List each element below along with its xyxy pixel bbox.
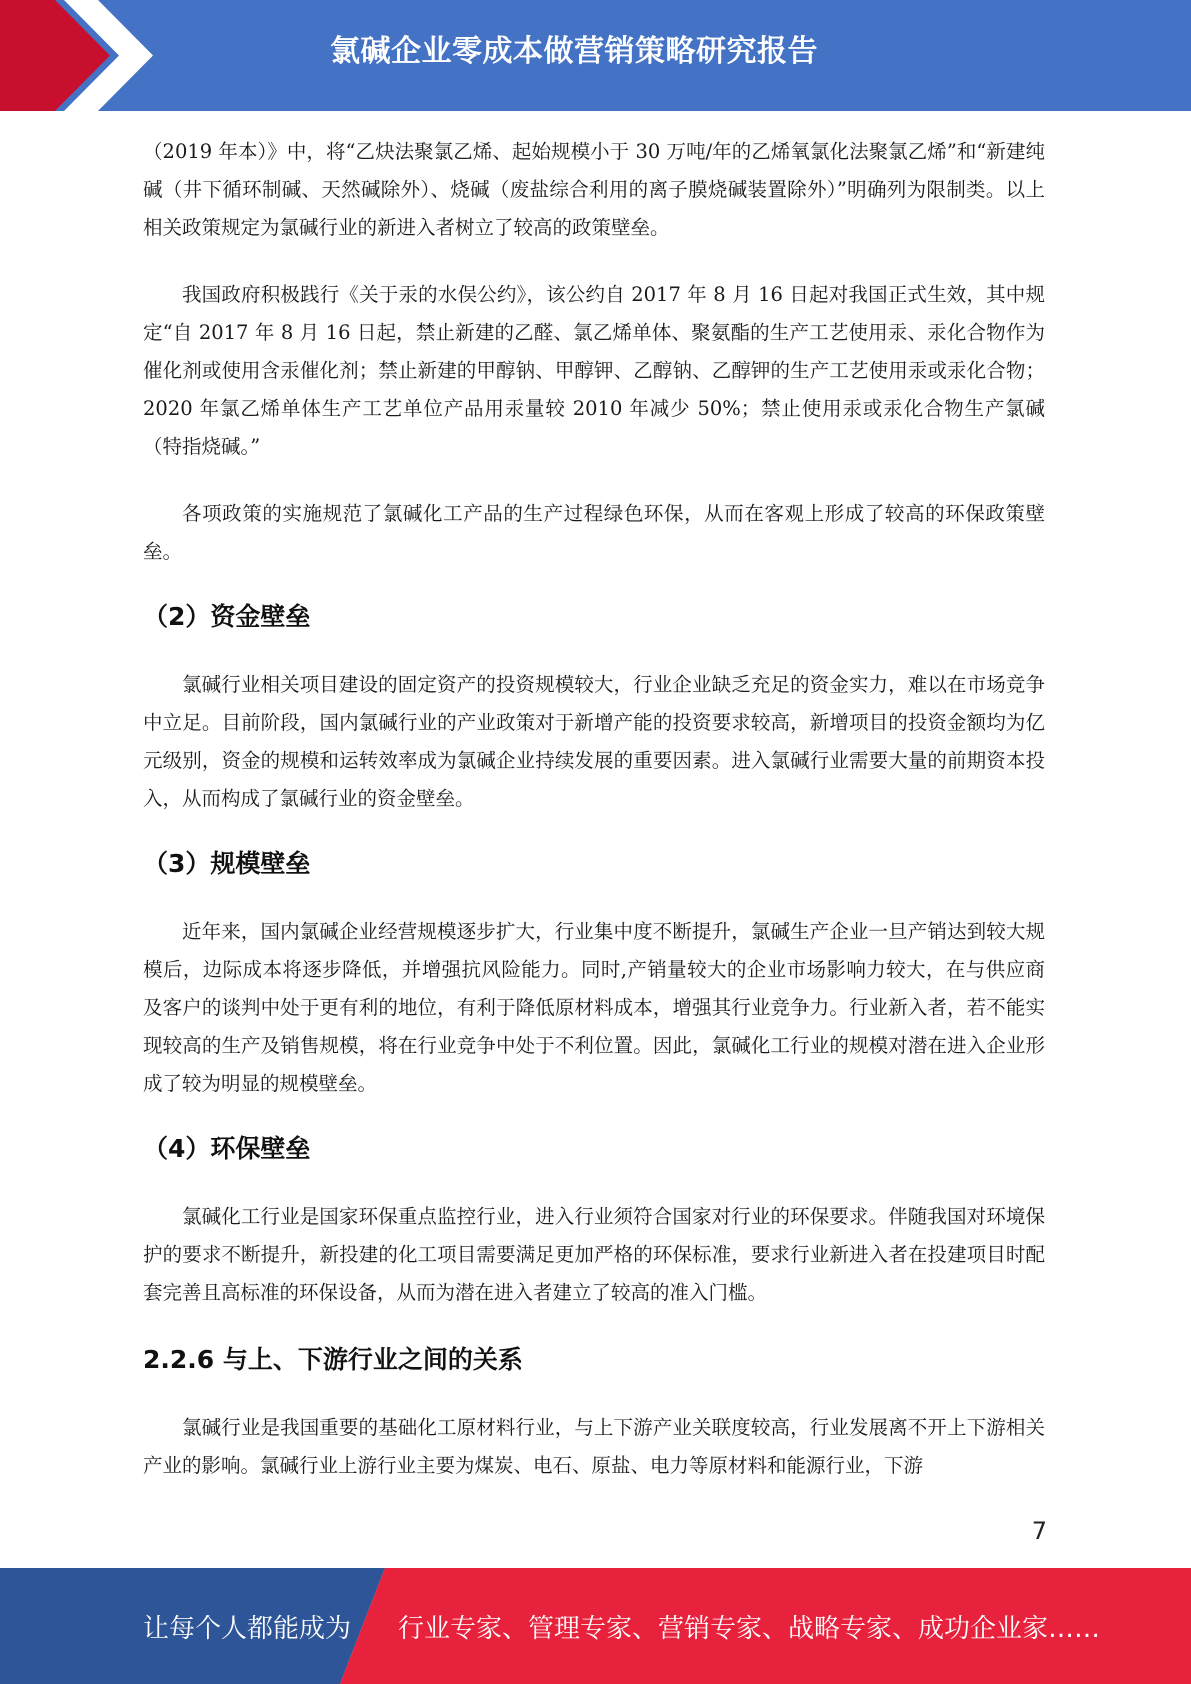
page-number: 7 (1031, 1517, 1047, 1545)
section-heading: 2.2.6 与上、下游行业之间的关系 (143, 1345, 523, 1374)
paragraph: 氯碱行业相关项目建设的固定资产的投资规模较大，行业企业缺乏充足的资金实力，难以在市场竞争中立足。目前阶段，国内氯碱行业的产业政策对于新增产能的投资要求较高，新增项目的投资金额均为亿元级别，资金的规模和运转效率成为氯碱企业持续发展的重要因素。进入氯碱行业需要大量的前期资本投入，从而构成了氯碱行业的资金壁垒。 (143, 673, 1045, 810)
footer-slogan-right: 行业专家、管理专家、营销专家、战略专家、成功企业家…… (398, 1614, 1101, 1644)
paragraph: 我国政府积极践行《关于汞的水俣公约》，该公约自 2017 年 8 月 16 日起对我国正式生效，其中规定“自 2017 年 8 月 16 日起，禁止新建的乙醛、氯乙烯单体、聚氨酯的生产工艺使用汞、汞化合物作为催化剂或使用含汞催化剂；禁止新建的甲醇钠、甲醇钾、乙醇钠、乙醇钾的生产工艺使用汞或汞化合物；2020 年氯乙烯单体生产工艺单位产品用汞量较 2010 年减少 50%；禁止使用汞或汞化合物生产氯碱（特指烧碱。” (143, 283, 1045, 458)
footer-slogan-left: 让每个人都能成为 (143, 1614, 352, 1644)
page-body (143, 133, 1045, 1485)
subsection-heading: （2）资金壁垒 (143, 602, 311, 631)
subsection-heading: （4）环保壁垒 (143, 1134, 311, 1163)
paragraph: 各项政策的实施规范了氯碱化工产品的生产过程绿色环保，从而在客观上形成了较高的环保政策壁垒。 (143, 502, 1045, 563)
paragraph: 氯碱行业是我国重要的基础化工原材料行业，与上下游产业关联度较高，行业发展离不开上下游相关产业的影响。氯碱行业上游行业主要为煤炭、电石、原盐、电力等原材料和能源行业，下游 (143, 1416, 1045, 1477)
header-chevron-icon (0, 0, 160, 111)
paragraph: 近年来，国内氯碱企业经营规模逐步扩大，行业集中度不断提升，氯碱生产企业一旦产销达到较大规模后，边际成本将逐步降低，并增强抗风险能力。同时,产销量较大的企业市场影响力较大，在与供应商及客户的谈判中处于更有利的地位，有利于降低原材料成本，增强其行业竞争力。行业新入者，若不能实现较高的生产及销售规模，将在行业竞争中处于不利位置。因此，氯碱化工行业的规模对潜在进入企业形成了较为明显的规模壁垒。 (143, 920, 1045, 1095)
report-title: 氯碱企业零成本做营销策略研究报告 (330, 34, 818, 69)
paragraph: （2019 年本）》中，将“乙炔法聚氯乙烯、起始规模小于 30 万吨/年的乙烯氧氯化法聚氯乙烯”和“新建纯碱（井下循环制碱、天然碱除外）、烧碱（废盐综合利用的离子膜烧碱装置除外）”明确列为限制类。以上相关政策规定为氯碱行业的新进入者树立了较高的政策壁垒。 (143, 140, 1045, 239)
paragraph: 氯碱化工行业是国家环保重点监控行业，进入行业须符合国家对行业的环保要求。伴随我国对环境保护的要求不断提升，新投建的化工项目需要满足更加严格的环保标准，要求行业新进入者在投建项目时配套完善且高标准的环保设备，从而为潜在进入者建立了较高的准入门槛。 (143, 1205, 1045, 1304)
page-header (0, 0, 1191, 111)
page-footer (0, 1568, 1191, 1684)
subsection-heading: （3）规模壁垒 (143, 849, 311, 878)
